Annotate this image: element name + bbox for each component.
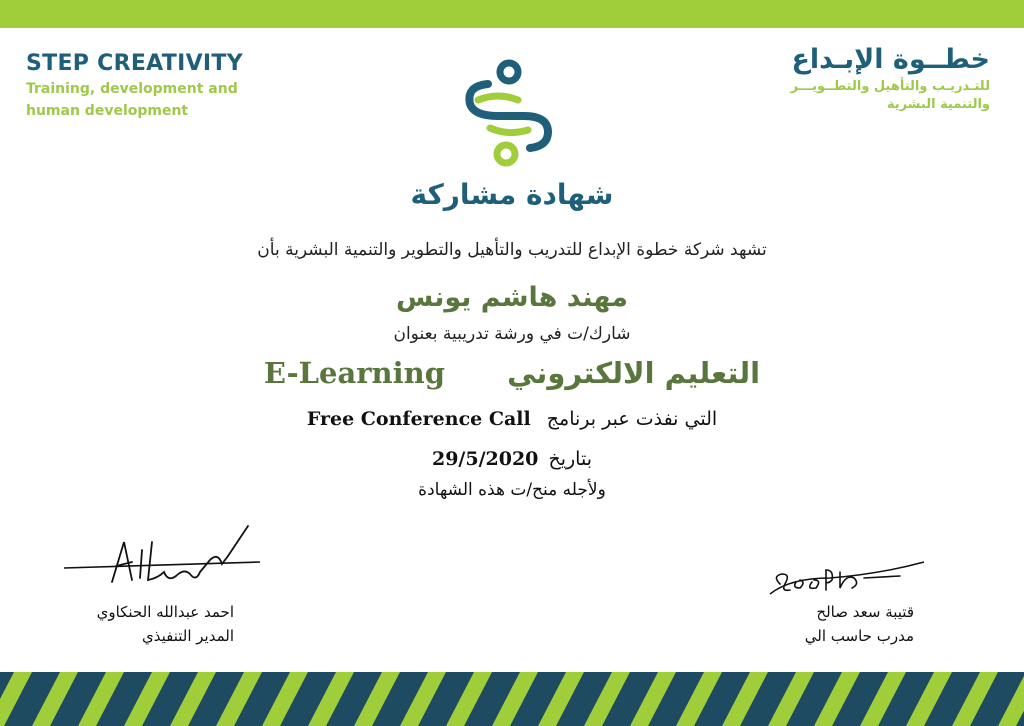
date-line [0,448,1024,470]
brand-arabic [730,42,990,114]
step-creativity-logo-icon [458,56,558,168]
trainer-signature [760,548,940,608]
brand-ar-subtitle-1: للتـدريـب والتأهيل والتطــويـــر [790,79,990,94]
brand-en-title: STEP CREATIVITY [26,51,243,76]
bottom-decorative-band [0,672,1024,726]
certificate-intro: تشهد شركة خطوة الإبداع للتدريب والتأهيل والتطوير والتنمية البشرية بأن [257,240,767,260]
brand-en-subtitle-2: human development [26,103,189,119]
signer-right-name: قتيبة سعد صالح [816,603,914,621]
program-label: التي نفذت عبر برنامج [546,408,718,430]
top-accent-bar [0,0,1024,28]
brand-english [26,50,326,122]
course-title-arabic: التعليم الالكتروني [507,356,761,390]
course-title [0,356,1024,390]
certificate-title: شهادة مشاركة [410,178,614,211]
signer-executive-director [34,600,234,648]
program-name: Free Conference Call [306,408,531,430]
signer-trainer [714,600,914,648]
granted-line: ولأجله منح/ت هذه الشهادة [418,480,606,500]
course-title-english: E-Learning [263,356,445,390]
signer-left-role: المدير التنفيذي [141,627,234,645]
date-value: 29/5/2020 [431,448,539,470]
recipient-name: مهند هاشم يونس [396,282,628,313]
date-label: بتاريخ [548,448,592,470]
brand-ar-subtitle-2: والتنمية البشرية [886,97,990,112]
brand-en-subtitle-1: Training, development and [26,81,238,97]
signer-left-name: احمد عبدالله الحنكاوي [96,603,234,621]
signer-right-role: مدرب حاسب الي [804,627,914,645]
participation-line: شارك/ت في ورشة تدريبية بعنوان [393,324,631,344]
executive-director-signature [60,512,270,602]
program-line [0,408,1024,430]
brand-ar-title: خطــوة الإبـداع [791,44,990,75]
